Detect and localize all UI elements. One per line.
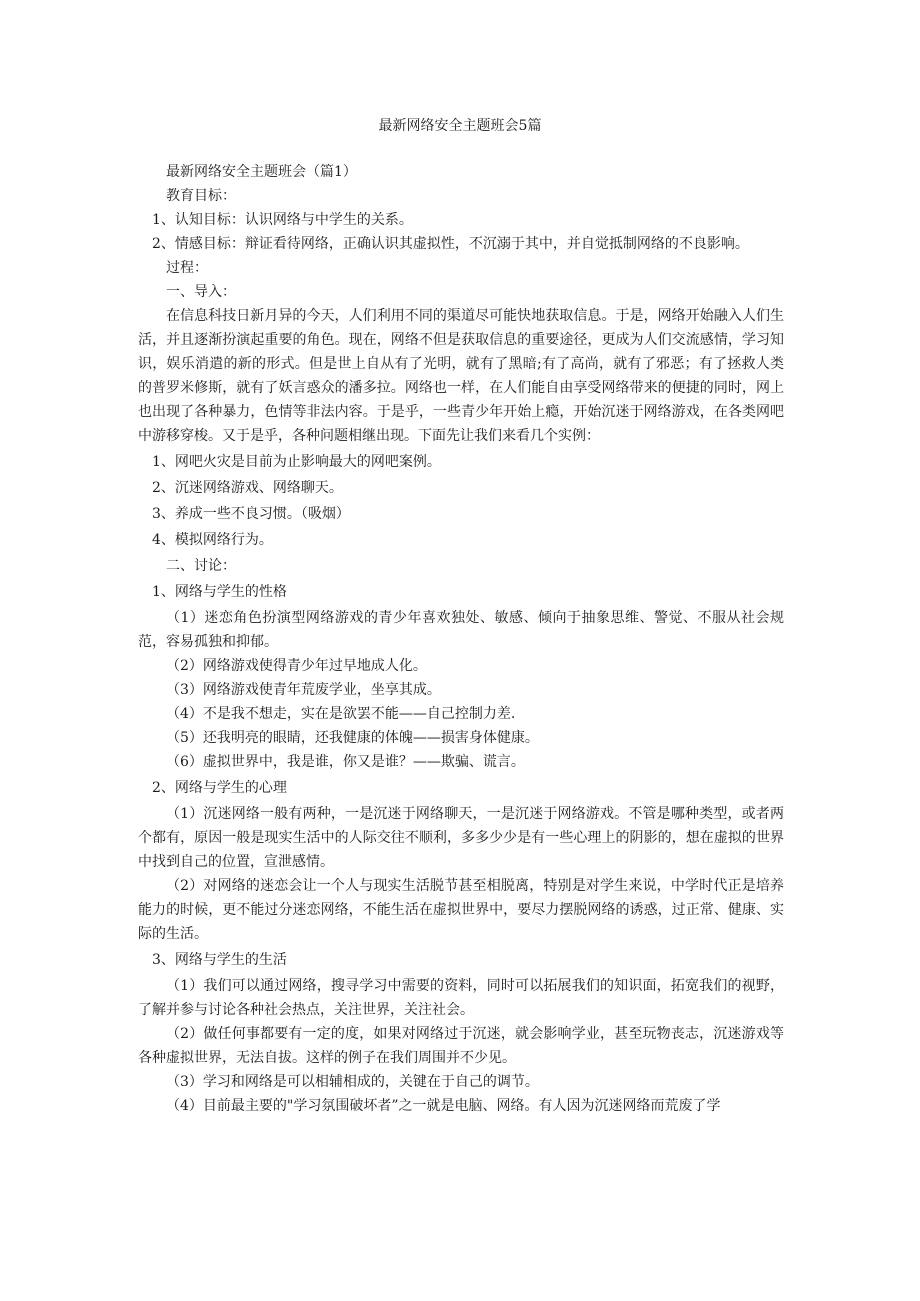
list-item: （4）目前最主要的"学习氛围破坏者”之一就是电脑、网络。有人因为沉迷网络而荒废了学 [166, 1098, 721, 1114]
list-item: （5）还我明亮的眼睛，还我健康的体魄——损害身体健康。 [166, 730, 539, 746]
list-item: 1、网络与学生的性格 [152, 584, 287, 600]
paragraph: 一、导入： [166, 284, 236, 300]
document-title: 最新网络安全主题班会5篇 [378, 118, 542, 134]
list-item: 4、模拟网络行为。 [152, 532, 273, 548]
paragraph: 教育目标： [166, 188, 236, 204]
list-item: 3、网络与学生的生活 [152, 952, 287, 968]
document-body [138, 160, 784, 1118]
list-item: （1）迷恋角色扮演型网络游戏的青少年喜欢独处、敏感、倾向于抽象思维、警觉、不服从社会规范，容易孤独和抑郁。 [138, 610, 784, 650]
list-item: （2）对网络的迷恋会让一个人与现实生活脱节甚至相脱离，特别是对学生来说，中学时代正是培养能力的时候，更不能过分迷恋网络，不能生活在虚拟世界中，要尽力摆脱网络的诱惑，过正常、健康、实际的生活。 [138, 878, 784, 942]
list-item: （1）沉迷网络一般有两种，一是沉迷于网络聊天，一是沉迷于网络游戏。不管是哪种类型，或者两个都有，原因一般是现实生活中的人际交往不顺利，多多少少是有一些心理上的阴影的，想在虚拟的世界中找到自己的位置，宣泄感情。 [138, 806, 784, 870]
section-heading: 最新网络安全主题班会（篇1） [166, 164, 357, 180]
paragraph: 二、讨论： [166, 558, 236, 574]
list-item: （2）网络游戏使得青少年过早地成人化。 [166, 658, 427, 674]
list-item: 1、网吧火灾是目前为止影响最大的网吧案例。 [152, 454, 441, 470]
paragraph: 在信息科技日新月异的今天，人们利用不同的渠道尽可能快地获取信息。于是，网络开始融入人们生活，并且逐渐扮演起重要的角色。现在，网络不但是获取信息的重要途径，更成为人们交流感情，学习知识，娱乐消遣的新的形式。但是世上自从有了光明，就有了黑暗;有了高尚，就有了邪恶；有了拯救人类的普罗米修斯，就有了妖言惑众的潘多拉。网络也一样，在人们能自由享受网络带来的便捷的同时，网上也出现了各种暴力，色情等非法内容。于是乎，一些青少年开始上瘾，开始沉迷于网络游戏，在各类网吧中游移穿梭。又于是乎，各种问题相继出现。下面先让我们来看几个实例： [138, 308, 784, 444]
list-item: （3）网络游戏使青年荒废学业，坐享其成。 [166, 682, 441, 698]
list-item: （2）做任何事都要有一定的度，如果对网络过于沉迷，就会影响学业，甚至玩物丧志，沉迷游戏等各种虚拟世界，无法自拔。这样的例子在我们周围并不少见。 [138, 1026, 784, 1066]
list-item: 2、情感目标：辩证看待网络，正确认识其虚拟性，不沉溺于其中，并自觉抵制网络的不良影响。 [152, 236, 749, 252]
list-item: （1）我们可以通过网络，搜寻学习中需要的资料，同时可以拓展我们的知识面，拓宽我们的视野，了解并参与讨论各种社会热点，关注世界，关注社会。 [138, 978, 784, 1018]
list-item: （6）虚拟世界中，我是谁，你又是谁？——欺骗、谎言。 [166, 754, 525, 770]
list-item: （3）学习和网络是可以相辅相成的，关键在于自己的调节。 [166, 1074, 539, 1090]
list-item: 1、认知目标：认识网络与中学生的关系。 [152, 212, 413, 228]
list-item: （4）不是我不想走，实在是欲罢不能——自己控制力差. [166, 706, 516, 722]
list-item: 2、沉迷网络游戏、网络聊天。 [152, 480, 343, 496]
paragraph: 过程： [166, 260, 208, 276]
list-item: 2、网络与学生的心理 [152, 780, 287, 796]
list-item: 3、养成一些不良习惯。（吸烟） [152, 506, 350, 522]
